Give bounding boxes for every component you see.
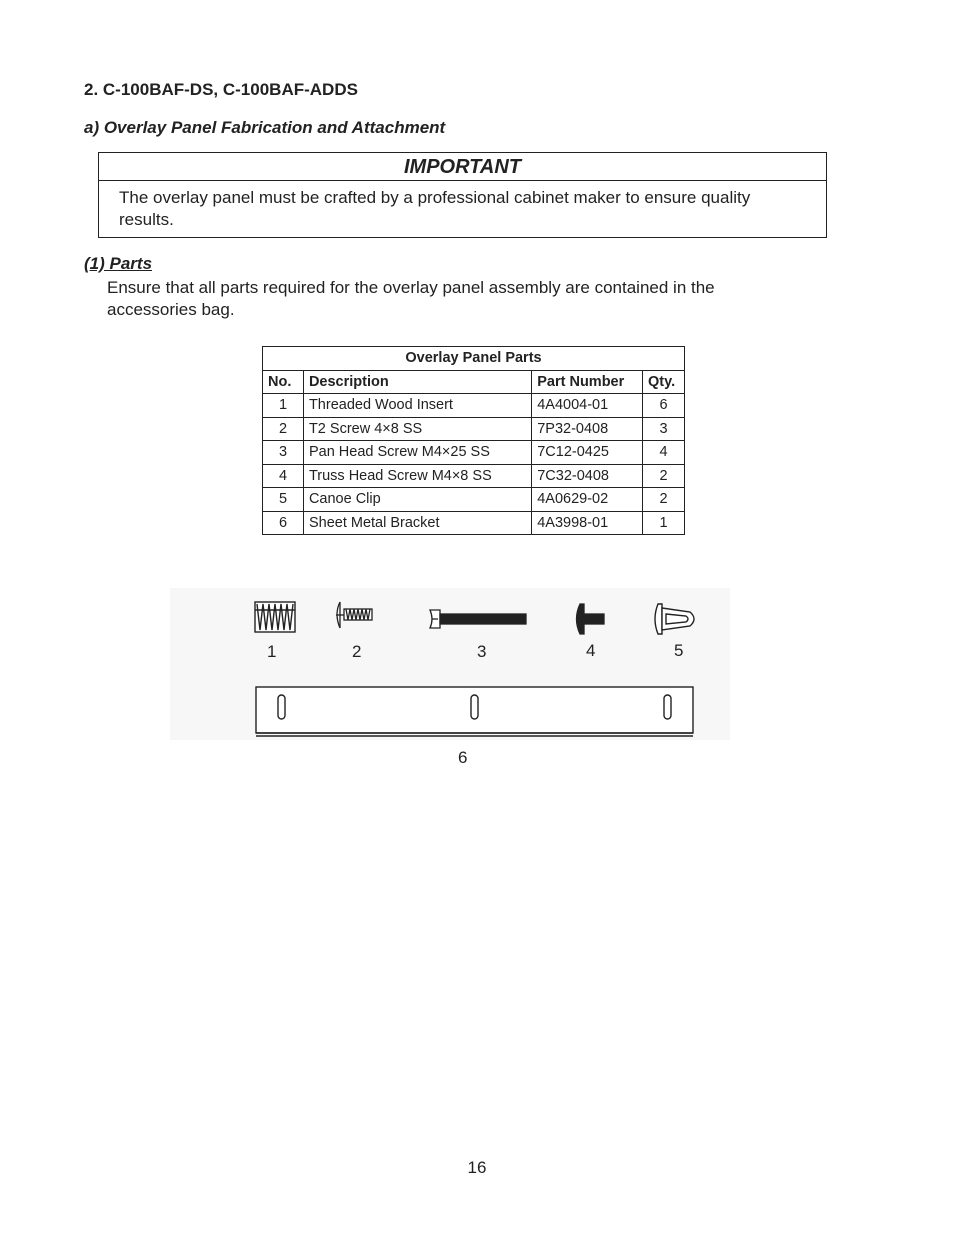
row-qty: 2 xyxy=(643,464,685,488)
table-row xyxy=(263,441,685,465)
row-description: Sheet Metal Bracket xyxy=(303,511,531,535)
row-description: Canoe Clip xyxy=(303,488,531,512)
table-row xyxy=(263,464,685,488)
parts-table xyxy=(262,346,685,535)
table-row xyxy=(263,511,685,535)
figure-label-2: 2 xyxy=(352,642,362,661)
row-no: 6 xyxy=(263,511,304,535)
row-qty: 6 xyxy=(643,394,685,418)
table-row xyxy=(263,488,685,512)
threaded-insert-icon xyxy=(255,602,295,632)
important-notice xyxy=(98,152,827,238)
row-description: T2 Screw 4×8 SS xyxy=(303,417,531,441)
row-description: Threaded Wood Insert xyxy=(303,394,531,418)
header-part-number: Part Number xyxy=(532,370,643,394)
truss-head-screw-icon xyxy=(577,604,605,634)
row-qty: 3 xyxy=(643,417,685,441)
row-no: 4 xyxy=(263,464,304,488)
parts-heading: (1) Parts xyxy=(84,254,153,273)
figure-label-5: 5 xyxy=(674,641,684,660)
parts-figure xyxy=(170,588,730,740)
important-title: IMPORTANT xyxy=(99,153,826,181)
table-row xyxy=(263,417,685,441)
row-part-number: 7C12-0425 xyxy=(532,441,643,465)
row-part-number: 4A3998-01 xyxy=(532,511,643,535)
row-no: 1 xyxy=(263,394,304,418)
important-text: The overlay panel must be crafted by a professional cabinet maker to ensure quality results. xyxy=(119,188,751,229)
row-qty: 1 xyxy=(643,511,685,535)
row-part-number: 4A4004-01 xyxy=(532,394,643,418)
row-no: 3 xyxy=(263,441,304,465)
parts-intro: Ensure that all parts required for the overlay panel assembly are contained in the accessories bag. xyxy=(107,278,715,319)
table-caption: Overlay Panel Parts xyxy=(263,347,685,371)
header-no: No. xyxy=(263,370,304,394)
row-qty: 4 xyxy=(643,441,685,465)
section-heading: 2. C-100BAF-DS, C-100BAF-ADDS xyxy=(84,80,358,99)
header-description: Description xyxy=(303,370,531,394)
row-qty: 2 xyxy=(643,488,685,512)
figure-label-4: 4 xyxy=(586,641,596,660)
row-part-number: 4A0629-02 xyxy=(532,488,643,512)
figure-label-6: 6 xyxy=(458,748,468,767)
t2-screw-icon xyxy=(336,602,372,628)
page-number: 16 xyxy=(467,1158,487,1177)
table-header-row xyxy=(263,370,685,394)
parts-illustration xyxy=(170,588,730,740)
table-row xyxy=(263,394,685,418)
row-description: Pan Head Screw M4×25 SS xyxy=(303,441,531,465)
figure-label-3: 3 xyxy=(477,642,487,661)
canoe-clip-icon xyxy=(655,604,694,634)
row-part-number: 7P32-0408 xyxy=(532,417,643,441)
table-caption-row xyxy=(263,347,685,371)
row-no: 5 xyxy=(263,488,304,512)
row-description: Truss Head Screw M4×8 SS xyxy=(303,464,531,488)
header-qty: Qty. xyxy=(643,370,685,394)
pan-head-screw-icon xyxy=(430,610,526,628)
subsection-heading: a) Overlay Panel Fabrication and Attachment xyxy=(84,118,446,137)
figure-label-1: 1 xyxy=(267,642,277,661)
row-no: 2 xyxy=(263,417,304,441)
bracket-icon xyxy=(256,687,693,736)
row-part-number: 7C32-0408 xyxy=(532,464,643,488)
